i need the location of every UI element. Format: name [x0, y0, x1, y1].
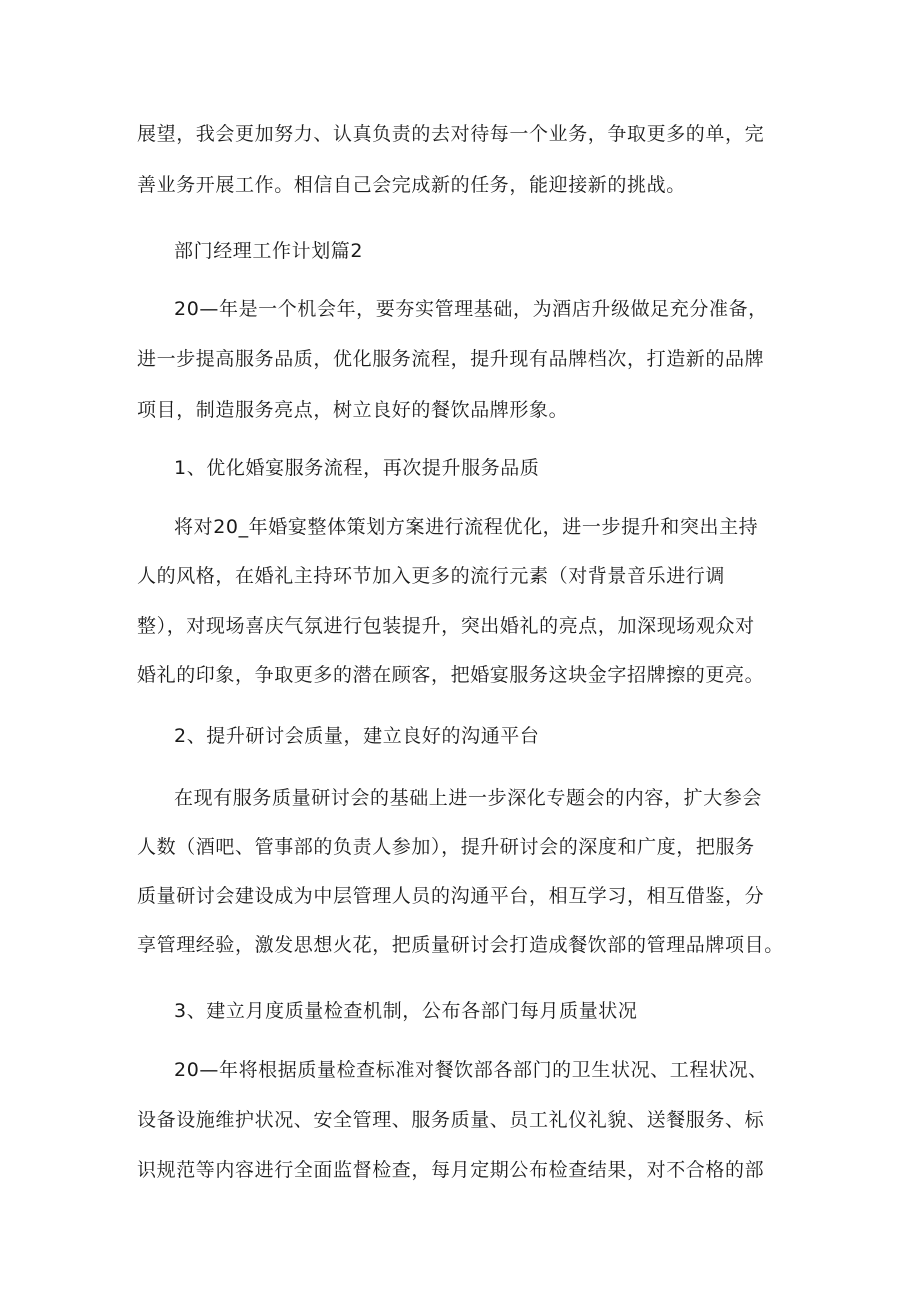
body-text-line: 设备设施维护状况、安全管理、服务质量、员工礼仪礼貌、送餐服务、标 [137, 1109, 765, 1131]
body-text-line: 在现有服务质量研讨会的基础上进一步深化专题会的内容，扩大参会 [174, 787, 763, 809]
body-text-line: 展望，我会更加努力、认真负责的去对待每一个业务，争取更多的单，完 [137, 123, 765, 145]
body-text-line: 善业务开展工作。相信自己会完成新的任务，能迎接新的挑战。 [137, 174, 686, 196]
body-text-line: 项目，制造服务亮点，树立良好的餐饮品牌形象。 [137, 399, 569, 421]
body-text-line: 将对20_年婚宴整体策划方案进行流程优化，进一步提升和突出主持 [174, 516, 759, 538]
body-text-line: 人数（酒吧、管事部的负责人参加），提升研讨会的深度和广度，把服务 [137, 836, 755, 858]
body-text-line: 整），对现场喜庆气氛进行包装提升，突出婚礼的亮点，加深现场观众对 [137, 615, 755, 637]
body-text-line: 20—年将根据质量检查标准对餐饮部各部门的卫生状况、工程状况、 [174, 1059, 768, 1081]
body-text-line: 进一步提高服务品质，优化服务流程，提升现有品牌档次，打造新的品牌 [137, 348, 765, 370]
body-text-line: 20—年是一个机会年，要夯实管理基础，为酒店升级做足充分准备， [174, 298, 768, 320]
body-text-line: 质量研讨会建设成为中层管理人员的沟通平台，相互学习，相互借鉴，分 [137, 885, 765, 907]
subsection-heading: 3、建立月度质量检查机制，公布各部门每月质量状况 [174, 1000, 638, 1022]
subsection-heading: 1、优化婚宴服务流程，再次提升服务品质 [174, 457, 540, 479]
body-text-line: 识规范等内容进行全面监督检查，每月定期公布检查结果，对不合格的部 [137, 1159, 765, 1181]
body-text-line: 人的风格，在婚礼主持环节加入更多的流行元素（对背景音乐进行调 [137, 565, 726, 587]
subsection-heading: 2、提升研讨会质量，建立良好的沟通平台 [174, 725, 540, 747]
body-text-line: 享管理经验，激发思想火花，把质量研讨会打造成餐饮部的管理品牌项目。 [137, 934, 784, 956]
body-text-line: 婚礼的印象，争取更多的潜在顾客，把婚宴服务这块金字招牌擦的更亮。 [137, 664, 765, 686]
section-heading: 部门经理工作计划篇2 [174, 240, 364, 262]
